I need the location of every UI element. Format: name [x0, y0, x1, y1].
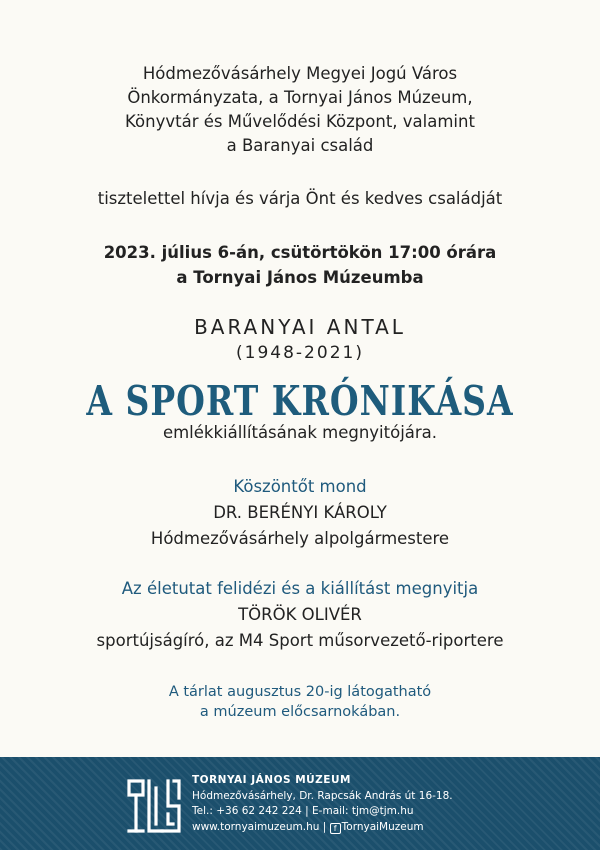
opening-role: sportújságíró, az M4 Sport műsorvezető-riportere [96, 631, 504, 650]
exhibition-title: A SPORT KRÓNIKÁSA [86, 376, 514, 425]
footer-facebook-link[interactable]: TornyaiMuzeum [341, 820, 424, 833]
footer-museum-name: TORNYAI JÁNOS MÚZEUM [192, 774, 351, 786]
venue-line: a Tornyai János Múzeumba [176, 268, 424, 287]
opening-label: Az életutat felidézi és a kiállítást megnyitja [121, 579, 479, 598]
footer-contact[interactable]: Tel.: +36 62 242 224 | E-mail: tjm@tjm.hu [192, 805, 414, 817]
tjm-logo-icon [126, 778, 182, 834]
greeting-role: Hódmezővásárhely alpolgármestere [150, 529, 450, 548]
opening-speaker: TÖRÖK OLIVÉR [238, 605, 362, 624]
exhibition-subtitle: emlékkiállításának megnyitójára. [162, 423, 438, 442]
person-years: (1948-2021) [236, 343, 364, 363]
invitation-text: tisztelettel hívja és várja Önt és kedves családját [97, 189, 503, 208]
opening-block [0, 576, 600, 654]
event-date [0, 240, 600, 290]
footer-web-line [192, 820, 453, 836]
footer-info [192, 773, 453, 835]
organizer-line: Önkormányzata, a Tornyai János Múzeum, [127, 88, 473, 107]
person-name: BARANYAI ANTAL [194, 315, 406, 339]
note-line: A tárlat augusztus 20-ig látogatható [168, 684, 432, 700]
facebook-icon: f [330, 823, 341, 834]
exhibition-note [0, 682, 600, 722]
organizers [0, 62, 600, 158]
footer-website-link[interactable]: www.tornyaimuzeum.hu | [192, 820, 327, 833]
greeting-speaker: DR. BERÉNYI KÁROLY [213, 503, 387, 522]
organizer-line: Könyvtár és Művelődési Központ, valamint [125, 112, 475, 131]
footer-address: Hódmezővásárhely, Dr. Rapcsák András út 16-18. [192, 789, 453, 802]
note-line: a múzeum előcsarnokában. [199, 704, 401, 720]
greeting-label: Köszöntőt mond [233, 477, 367, 496]
organizer-line: a Baranyai család [226, 136, 374, 155]
organizer-line: Hódmezővásárhely Megyei Jogú Város [142, 64, 458, 83]
date-line: 2023. július 6-án, csütörtökön 17:00 órára [103, 243, 497, 262]
greeting-block [0, 474, 600, 552]
